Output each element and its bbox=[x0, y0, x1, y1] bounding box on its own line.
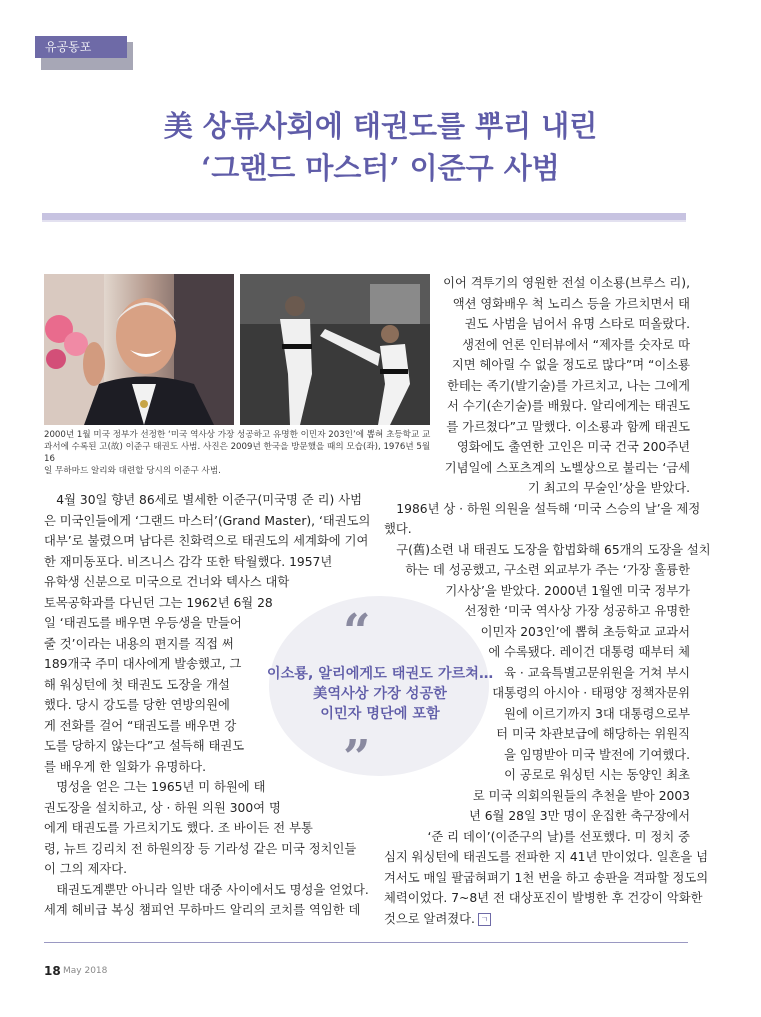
body-line: 년 6월 28일 3만 명이 운집한 축구장에서 bbox=[468, 809, 690, 823]
body-line: 기 최고의 무술인’상을 받았다. bbox=[527, 481, 690, 495]
body-line: 189개국 주미 대사에게 발송했고, 그 bbox=[44, 657, 242, 671]
body-line: 은 미국인들에게 ‘그랜드 마스터’(Grand Master), ‘태권도의 bbox=[44, 513, 371, 528]
pull-quote-line: 이소룡, 알리에게도 태권도 가르쳐… bbox=[266, 666, 494, 682]
body-line: 대부’로 불렸으며 남다른 친화력으로 태권도의 세계화에 기여 bbox=[44, 534, 369, 548]
body-line: 심지 워싱턴에 태권도를 전파한 지 41년 만이었다. 일흔을 넘 bbox=[384, 850, 709, 864]
body-line: 영화에도 출연한 고인은 미국 건국 200주년 bbox=[456, 440, 690, 454]
body-line: 기사상’을 받았다. 2000년 1월엔 미국 정부가 bbox=[445, 583, 690, 598]
portrait-illustration bbox=[44, 274, 234, 425]
body-line: 했다. bbox=[384, 522, 412, 536]
body-line: 한테는 족기(발기술)를 가르치고, 나는 그에게 bbox=[447, 378, 690, 393]
article-title-line-1: 美 상류사회에 태권도를 뿌리 내린 bbox=[163, 109, 598, 143]
end-mark-icon: ㄱ bbox=[478, 913, 491, 926]
body-line: 했다. 당시 강도를 당한 연방의원에 bbox=[44, 698, 230, 712]
pull-quote-line: 美역사상 가장 성공한 bbox=[313, 686, 447, 702]
title-divider-shade bbox=[42, 220, 686, 222]
right-text-column bbox=[384, 273, 711, 929]
body-line: 선정한 ‘미국 역사상 가장 성공하고 유명한 bbox=[464, 604, 690, 618]
body-line: 권도 사범을 넘어서 유명 스타로 떠올랐다. bbox=[464, 317, 690, 331]
body-line: 유학생 신분으로 미국으로 건너와 텍사스 대학 bbox=[44, 575, 290, 589]
body-line: 액션 영화배우 척 노리스 등을 가르치면서 태 bbox=[452, 296, 690, 311]
body-line: 체력이었다. 7~8년 전 대상포진이 발병한 후 건강이 악화한 bbox=[384, 891, 703, 905]
body-line: 해 워싱턴에 첫 태권도 도장을 개설 bbox=[44, 677, 230, 692]
body-line: 겨서도 매일 팔굽혀펴기 1천 번을 하고 송판을 격파할 정도의 bbox=[384, 870, 709, 885]
body-line: 생전에 언론 인터뷰에서 “제자를 숫자로 따 bbox=[449, 337, 690, 352]
portrait-photo bbox=[44, 274, 234, 425]
body-line-last bbox=[384, 909, 690, 930]
caption-line: 일 무하마드 알리와 대련할 당시의 이준구 사범. bbox=[44, 466, 221, 476]
body-line: 령, 뉴트 깅리치 전 하원의장 등 기라성 같은 미국 정치인들 bbox=[44, 841, 357, 856]
body-line: 육 · 교육특별고문위원을 거쳐 부시 bbox=[504, 665, 690, 680]
photo-caption bbox=[44, 429, 434, 477]
section-tag-label: 유공동포 bbox=[35, 36, 127, 58]
body-line: 원에 이르기까지 3대 대통령으로부 bbox=[504, 706, 690, 721]
article-title-line-2: ‘그랜드 마스터’ 이준구 사범 bbox=[201, 151, 560, 185]
body-line: 구(舊)소련 내 태권도 도장을 합법화해 65개의 도장을 설치 bbox=[384, 542, 711, 557]
body-line: 대통령의 아시아 · 태평양 정책자문위 bbox=[492, 686, 690, 700]
footer-divider bbox=[44, 942, 688, 943]
page-number: 18 bbox=[44, 964, 61, 978]
body-line: 토목공학과를 다닌던 그는 1962년 6월 28 bbox=[44, 595, 273, 610]
pull-quote bbox=[244, 664, 516, 724]
body-line: 도를 당하지 않는다”고 설득해 태권도 bbox=[44, 739, 245, 753]
pull-quote-line: 이민자 명단에 포함 bbox=[320, 706, 440, 722]
caption-line: 2000년 1월 미국 정부가 선정한 ‘미국 역사상 가장 성공하고 유명한 이민자 203인’에 뽑혀 초등학교 교 bbox=[44, 430, 431, 440]
body-line: 터 미국 차관보급에 해당하는 위원직 bbox=[496, 727, 690, 741]
issue-date: May 2018 bbox=[63, 966, 108, 976]
body-line: 로 미국 의회의원들의 추천을 받아 2003 bbox=[472, 788, 690, 803]
body-line: 게 전화를 걸어 “태권도를 배우면 강 bbox=[44, 718, 237, 733]
body-line: 를 배우게 한 일화가 유명하다. bbox=[44, 759, 207, 774]
body-line: 일 ‘태권도를 배우면 우등생을 만들어 bbox=[44, 616, 242, 630]
body-line: 이어 격투기의 영원한 전설 이소룡(브루스 리), bbox=[443, 276, 690, 290]
body-line: 명성을 얻은 그는 1965년 미 하원에 태 bbox=[44, 780, 266, 794]
body-line: 4월 30일 향년 86세로 별세한 이준구(미국명 준 리) 사범 bbox=[44, 493, 362, 507]
body-line: 서 수기(손기술)를 배웠다. 알리에게는 태권도 bbox=[447, 399, 690, 413]
body-line: 를 가르쳤다”고 말했다. 이소룡과 함께 태권도 bbox=[446, 419, 690, 434]
body-line: 을 임명받아 미국 발전에 기여했다. bbox=[504, 747, 690, 762]
body-line: 하는 데 성공했고, 구소련 외교부가 주는 ‘가장 훌륭한 bbox=[405, 563, 690, 577]
body-line: ‘준 리 데이’(이준구의 날)를 선포했다. 미 정치 중 bbox=[427, 829, 690, 844]
body-line: 한 재미동포다. 비즈니스 감각 또한 탁월했다. 1957년 bbox=[44, 554, 333, 569]
body-line: 이민자 203인’에 뽑혀 초등학교 교과서 bbox=[480, 624, 690, 639]
body-line: 에 수록됐다. 레이건 대통령 때부터 체 bbox=[488, 645, 690, 659]
body-line: 에게 태권도를 가르치기도 했다. 조 바이든 전 부통 bbox=[44, 821, 313, 835]
caption-line: 과서에 수록된 고(故) 이준구 태권도 사범. 사진은 2009년 한국을 방문했을 때의 모습(좌), 1976년 5월 16 bbox=[44, 442, 431, 464]
body-line: 이 공로로 워싱턴 시는 동양인 최초 bbox=[491, 768, 690, 782]
body-line: 세계 헤비급 복싱 챔피언 무하마드 알리의 코치를 역임한 데 bbox=[44, 903, 361, 917]
body-line: 기념일에 스포츠계의 노벨상으로 불리는 ‘금세 bbox=[444, 460, 690, 475]
body-line-text: 것으로 알려졌다. bbox=[384, 911, 475, 926]
body-line: 지면 헤아릴 수 없을 정도로 많다”며 “이소룡 bbox=[451, 358, 690, 372]
body-line: 태권도계뿐만 아니라 일반 대중 사이에서도 명성을 얻었다. bbox=[44, 882, 369, 897]
body-line: 이 그의 제자다. bbox=[44, 862, 127, 876]
title-divider bbox=[42, 213, 686, 220]
body-line: 줄 것’이라는 내용의 편지를 직접 써 bbox=[44, 636, 234, 651]
open-quote-icon: “ bbox=[343, 604, 371, 660]
body-line: 권도장을 설치하고, 상 · 하원 의원 300여 명 bbox=[44, 800, 281, 815]
body-line: 1986년 상 · 하원 의원을 설득해 ‘미국 스승의 날’을 제정 bbox=[384, 501, 701, 516]
section-tag bbox=[35, 36, 127, 64]
close-quote-icon: ” bbox=[343, 730, 371, 786]
